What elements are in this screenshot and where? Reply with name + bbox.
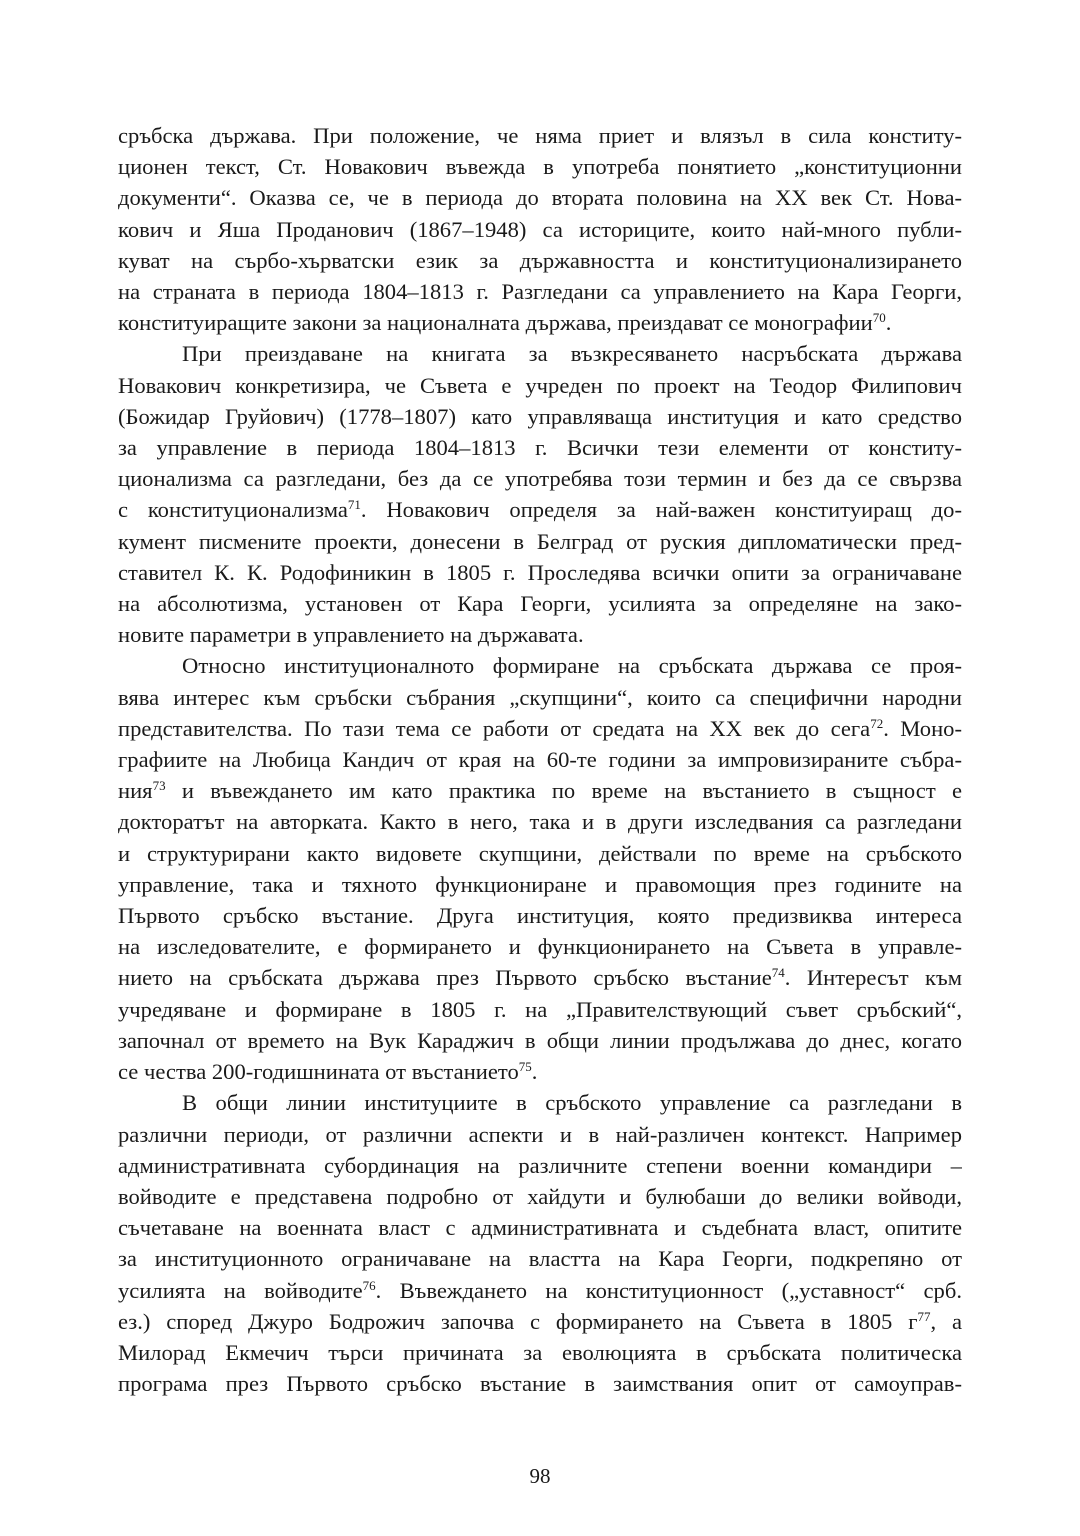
text-run: . <box>531 1059 538 1085</box>
text-run: и въвеждането им като практика по време на въстанието в същност е <box>165 778 962 804</box>
text-line <box>118 806 962 837</box>
text-run: ставител К. К. Родофиникин в 1805 г. Проследява всички опити за ограничаване <box>118 559 962 585</box>
text-line <box>118 1150 962 1181</box>
paragraph-3 <box>118 650 962 1087</box>
footnote-ref: 73 <box>152 778 166 794</box>
text-line <box>118 1212 962 1243</box>
text-run: на абсолютизма, установен от Кара Георги, усилията за определяне на зако- <box>118 591 962 617</box>
text-run: се чества 200-годишнината от въстанието <box>118 1059 519 1085</box>
text-run: ез.) според Джуро Бодрожич започва с формирането на Съвета в 1805 г <box>118 1308 918 1334</box>
page-number: 98 <box>529 1464 551 1488</box>
text-line <box>118 900 962 931</box>
text-run: за управление в периода 1804–1813 г. Всички тези елементи от конститу- <box>118 435 962 461</box>
text-run: В общи линии институциите в сръбското управление са разгледани в <box>182 1090 962 1116</box>
footnote-ref: 77 <box>917 1308 931 1324</box>
text-run: управление, така и тяхното функциониране и правомощия през годините на <box>118 871 962 897</box>
text-run: и структурирани както видовете скупщини, действали по време на сръбското <box>118 840 962 866</box>
text-line <box>118 650 962 681</box>
text-line <box>118 994 962 1025</box>
paragraph-4 <box>118 1087 962 1399</box>
text-line <box>118 1056 962 1087</box>
text-run: войводите е представена подробно от хайдути и булюбаши до велики войводи, <box>118 1183 962 1209</box>
text-line <box>118 1087 962 1118</box>
text-run: графиите на Любица Кандич от края на 60-те години за импровизираните събра- <box>118 747 962 773</box>
text-line <box>118 962 962 993</box>
text-line <box>118 214 962 245</box>
text-run: представителства. По тази тема се работи от средата на XX век до сега <box>118 715 871 741</box>
text-run: съчетаване на военната власт с административната и съдебната власт, опитите <box>118 1215 962 1241</box>
text-line <box>118 151 962 182</box>
text-run: различни периоди, от различни аспекти и в най-различен контекст. Например <box>118 1121 962 1147</box>
text-line <box>118 1025 962 1056</box>
text-line <box>118 744 962 775</box>
text-run: куват на сърбо-хърватски език за държавността и конституционализирането <box>118 247 962 273</box>
text-run: . <box>885 310 892 336</box>
text-line <box>118 557 962 588</box>
text-line <box>118 1337 962 1368</box>
text-run: . Въвеждането на конституционност („уставност“ срб. <box>375 1277 962 1303</box>
text-run: ционен текст, Ст. Новакович въвежда в употреба понятието „конституционни <box>118 154 962 180</box>
text-line <box>118 838 962 869</box>
text-run: усилията на войводите <box>118 1277 363 1303</box>
text-run: на изследователите, е формирането и функционирането на Съвета в управле- <box>118 934 962 960</box>
text-line <box>118 1119 962 1150</box>
footnote-ref: 75 <box>518 1059 532 1075</box>
text-run: , а <box>930 1308 962 1334</box>
text-line <box>118 1181 962 1212</box>
text-run: програма през Първото сръбско въстание в заимствания опит от самоуправ- <box>118 1371 962 1397</box>
text-run: Милорад Екмечич търси причината за еволюцията в сръбската политическа <box>118 1339 962 1365</box>
text-run: ционализма са разгледани, без да се употребява този термин и без да се свързва <box>118 466 962 492</box>
text-line <box>118 619 962 650</box>
text-line <box>118 682 962 713</box>
text-line <box>118 526 962 557</box>
footnote-ref: 70 <box>872 310 886 326</box>
text-line <box>118 463 962 494</box>
text-line <box>118 120 962 151</box>
text-run: . Моно- <box>883 715 962 741</box>
text-line <box>118 338 962 369</box>
text-run: Относно институционалното формиране на сръбската държава се проя- <box>182 653 962 679</box>
text-line <box>118 1368 962 1399</box>
footnote-ref: 74 <box>771 965 785 981</box>
footnote-ref: 72 <box>870 715 884 731</box>
text-run: нието на сръбската държава през Първото сръбско въстание <box>118 965 772 991</box>
text-run: . Новакович определя за най-важен конституиращ до- <box>360 497 962 523</box>
text-line <box>118 370 962 401</box>
text-run: При преиздаване на книгата за възкресяването насръбската държава <box>182 341 962 367</box>
text-line <box>118 307 962 338</box>
text-run: административната субординация на различните степени военни командири – <box>118 1152 962 1178</box>
text-line <box>118 1275 962 1306</box>
text-run: учредяване и формиране в 1805 г. на „Правителствующий съвет сръбский“, <box>118 996 962 1022</box>
text-line <box>118 869 962 900</box>
footnote-ref: 71 <box>347 497 361 513</box>
text-run: кумент писмените проекти, донесени в Белград от руския дипломатически пред- <box>118 528 962 554</box>
text-run: документи“. Оказва се, че в периода до втората половина на XX век Ст. Нова- <box>118 185 962 211</box>
paragraph-2 <box>118 338 962 650</box>
text-line <box>118 276 962 307</box>
text-run: кович и Яша Проданович (1867–1948) са историците, които най-много публи- <box>118 216 962 242</box>
text-line <box>118 245 962 276</box>
text-run: конституиращите закони за националната държава, преиздават се монографии <box>118 310 873 336</box>
text-run: (Божидар Груйович) (1778–1807) като управляваща институция и като средство <box>118 403 962 429</box>
text-line <box>118 1243 962 1274</box>
text-line <box>118 775 962 806</box>
text-run: Новакович конкретизира, че Съвета е учреден по проект на Теодор Филипович <box>118 372 962 398</box>
text-line <box>118 931 962 962</box>
text-run: Първото сръбско въстание. Друга институция, която предизвиква интереса <box>118 903 962 929</box>
text-run: с конституционализма <box>118 497 348 523</box>
text-line <box>118 494 962 525</box>
text-line <box>118 182 962 213</box>
text-run: на страната в периода 1804–1813 г. Разгледани са управлението на Кара Георги, <box>118 279 962 305</box>
text-run: сръбска държава. При положение, че няма приет и влязъл в сила конститу- <box>118 123 962 148</box>
text-line <box>118 432 962 463</box>
text-run: докторатът на авторката. Както в него, така и в други изследвания са разгледани <box>118 809 962 835</box>
document-body <box>118 120 962 1399</box>
text-line <box>118 401 962 432</box>
text-run: ния <box>118 778 153 804</box>
text-line <box>118 713 962 744</box>
text-run: новите параметри в управлението на държавата. <box>118 622 584 648</box>
text-run: вява интерес към сръбски събрания „скупщини“, които са специфични народни <box>118 684 962 710</box>
text-run: за институционното ограничаване на властта на Кара Георги, подкрепяно от <box>118 1246 962 1272</box>
paragraph-1 <box>118 120 962 338</box>
footnote-ref: 76 <box>362 1277 376 1293</box>
text-run: . Интересът към <box>784 965 962 991</box>
text-line <box>118 1306 962 1337</box>
text-line <box>118 588 962 619</box>
text-run: започнал от времето на Вук Караджич в общи линии продължава до днес, когато <box>118 1027 962 1053</box>
